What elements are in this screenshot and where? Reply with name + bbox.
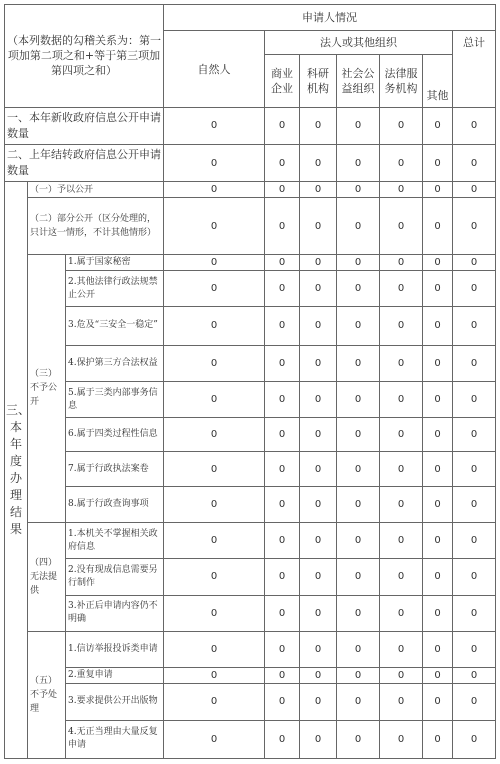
cell-value: 0 — [164, 254, 265, 270]
item-unclear-request: 3.补正后申请内容仍不明确 — [66, 595, 164, 631]
category-cannot-provide-label: （四）无法提供 — [28, 523, 66, 632]
item-needs-creation: 2.没有现成信息需要另行制作 — [66, 559, 164, 595]
row-carried-over-label: 二、上年结转政府信息公开申请数量 — [5, 145, 164, 182]
item-excessive-requests: 4.无正当理由大量反复申请 — [66, 720, 164, 758]
cell-value: 0 — [337, 307, 380, 345]
row-partial-open-label: （二）部分公开（区分处理的，只计这一情形，不计其他情形） — [28, 198, 164, 254]
cell-value: 0 — [380, 486, 423, 522]
disclosure-statistics-table — [4, 4, 496, 759]
cell-value: 0 — [164, 559, 265, 595]
cell-value: 0 — [380, 198, 423, 254]
cell-value: 0 — [423, 668, 453, 684]
item-publications: 3.要求提供公开出版物 — [66, 684, 164, 720]
cell-value: 0 — [337, 559, 380, 595]
cell-value: 0 — [164, 486, 265, 522]
cell-value: 0 — [453, 381, 496, 417]
cell-value: 0 — [164, 307, 265, 345]
cell-value: 0 — [453, 271, 496, 307]
cell-value: 0 — [380, 523, 423, 559]
cell-value: 0 — [300, 145, 337, 182]
cell-value: 0 — [453, 486, 496, 522]
row-new-applications-label: 一、本年新收政府信息公开申请数量 — [5, 107, 164, 144]
cell-value: 0 — [380, 107, 423, 144]
cell-value: 0 — [423, 523, 453, 559]
cell-value: 0 — [300, 523, 337, 559]
cell-value: 0 — [453, 631, 496, 667]
cell-value: 0 — [337, 523, 380, 559]
header-legal-entity: 法人或其他组织 — [265, 31, 453, 55]
cell-value: 0 — [453, 523, 496, 559]
cell-value: 0 — [453, 418, 496, 452]
item-enforcement-files: 7.属于行政执法案卷 — [66, 452, 164, 486]
cell-value: 0 — [453, 182, 496, 198]
cell-value: 0 — [453, 307, 496, 345]
cell-value: 0 — [453, 595, 496, 631]
cell-value: 0 — [423, 486, 453, 522]
cell-value: 0 — [300, 271, 337, 307]
cell-value: 0 — [265, 271, 300, 307]
cell-value: 0 — [164, 668, 265, 684]
cell-value: 0 — [300, 107, 337, 144]
cell-value: 0 — [265, 381, 300, 417]
cell-value: 0 — [337, 254, 380, 270]
item-security-stability: 3.危及“三安全一稳定” — [66, 307, 164, 345]
item-process-info: 6.属于四类过程性信息 — [66, 418, 164, 452]
cell-value: 0 — [453, 198, 496, 254]
cell-value: 0 — [337, 595, 380, 631]
cell-value: 0 — [380, 254, 423, 270]
cell-value: 0 — [337, 182, 380, 198]
header-legal-service: 法律服务机构 — [380, 55, 423, 107]
cell-value: 0 — [300, 684, 337, 720]
cell-value: 0 — [300, 254, 337, 270]
cell-value: 0 — [453, 684, 496, 720]
item-third-party-rights: 4.保护第三方合法权益 — [66, 345, 164, 381]
cell-value: 0 — [380, 381, 423, 417]
header-total: 总计 — [453, 31, 496, 108]
cell-value: 0 — [265, 684, 300, 720]
cell-value: 0 — [265, 559, 300, 595]
item-admin-query: 8.属于行政查询事项 — [66, 486, 164, 522]
cell-value: 0 — [300, 595, 337, 631]
cell-value: 0 — [164, 631, 265, 667]
header-business: 商业企业 — [265, 55, 300, 107]
cell-value: 0 — [423, 182, 453, 198]
cell-value: 0 — [337, 145, 380, 182]
cell-value: 0 — [164, 595, 265, 631]
cell-value: 0 — [337, 345, 380, 381]
cell-value: 0 — [164, 418, 265, 452]
cell-value: 0 — [337, 486, 380, 522]
cell-value: 0 — [453, 452, 496, 486]
cell-value: 0 — [300, 559, 337, 595]
cell-value: 0 — [423, 720, 453, 758]
cell-value: 0 — [265, 107, 300, 144]
cell-value: 0 — [300, 198, 337, 254]
cell-value: 0 — [265, 345, 300, 381]
cell-value: 0 — [380, 559, 423, 595]
cell-value: 0 — [164, 107, 265, 144]
cell-value: 0 — [423, 381, 453, 417]
category-not-processed-label: （五）不予处理 — [28, 631, 66, 758]
header-applicant: 申请人情况 — [164, 5, 496, 31]
cell-value: 0 — [265, 720, 300, 758]
cell-value: 0 — [453, 668, 496, 684]
cell-value: 0 — [337, 668, 380, 684]
cell-value: 0 — [300, 381, 337, 417]
cell-value: 0 — [337, 271, 380, 307]
cell-value: 0 — [337, 452, 380, 486]
item-state-secret: 1.属于国家秘密 — [66, 254, 164, 270]
cell-value: 0 — [300, 452, 337, 486]
cell-value: 0 — [423, 452, 453, 486]
header-note: （本列数据的勾稽关系为：第一项加第二项之和+等于第三项加第四项之和） — [5, 5, 164, 108]
cell-value: 0 — [300, 182, 337, 198]
cell-value: 0 — [423, 595, 453, 631]
item-law-prohibited: 2.其他法律行政法规禁止公开 — [66, 271, 164, 307]
cell-value: 0 — [423, 198, 453, 254]
category-not-disclosed-label: （三）不予公开 — [28, 254, 66, 522]
cell-value: 0 — [265, 145, 300, 182]
cell-value: 0 — [337, 720, 380, 758]
section-processing-results-label: 三、本年度办理结果 — [5, 182, 28, 759]
header-natural-person: 自然人 — [164, 31, 265, 108]
cell-value: 0 — [423, 418, 453, 452]
cell-value: 0 — [380, 271, 423, 307]
cell-value: 0 — [164, 198, 265, 254]
header-public-welfare: 社会公益组织 — [337, 55, 380, 107]
cell-value: 0 — [265, 452, 300, 486]
cell-value: 0 — [265, 668, 300, 684]
cell-value: 0 — [164, 182, 265, 198]
cell-value: 0 — [337, 684, 380, 720]
cell-value: 0 — [453, 145, 496, 182]
cell-value: 0 — [453, 107, 496, 144]
cell-value: 0 — [164, 381, 265, 417]
cell-value: 0 — [423, 631, 453, 667]
cell-value: 0 — [380, 684, 423, 720]
cell-value: 0 — [265, 418, 300, 452]
cell-value: 0 — [265, 198, 300, 254]
cell-value: 0 — [265, 254, 300, 270]
cell-value: 0 — [337, 631, 380, 667]
cell-value: 0 — [380, 452, 423, 486]
cell-value: 0 — [300, 418, 337, 452]
cell-value: 0 — [265, 523, 300, 559]
cell-value: 0 — [337, 418, 380, 452]
cell-value: 0 — [380, 668, 423, 684]
cell-value: 0 — [300, 345, 337, 381]
cell-value: 0 — [300, 668, 337, 684]
cell-value: 0 — [380, 418, 423, 452]
item-repeat-request: 2.重复申请 — [66, 668, 164, 684]
cell-value: 0 — [164, 271, 265, 307]
cell-value: 0 — [423, 307, 453, 345]
cell-value: 0 — [265, 631, 300, 667]
cell-value: 0 — [423, 559, 453, 595]
cell-value: 0 — [300, 307, 337, 345]
cell-value: 0 — [164, 345, 265, 381]
cell-value: 0 — [300, 720, 337, 758]
cell-value: 0 — [265, 595, 300, 631]
cell-value: 0 — [423, 254, 453, 270]
cell-value: 0 — [265, 182, 300, 198]
cell-value: 0 — [265, 486, 300, 522]
cell-value: 0 — [164, 523, 265, 559]
cell-value: 0 — [164, 684, 265, 720]
cell-value: 0 — [300, 486, 337, 522]
item-petition: 1.信访举报投诉类申请 — [66, 631, 164, 667]
cell-value: 0 — [300, 631, 337, 667]
cell-value: 0 — [337, 381, 380, 417]
row-open-label: （一）予以公开 — [28, 182, 164, 198]
header-other: 其他 — [423, 55, 453, 107]
cell-value: 0 — [380, 631, 423, 667]
cell-value: 0 — [423, 145, 453, 182]
cell-value: 0 — [453, 254, 496, 270]
cell-value: 0 — [265, 307, 300, 345]
cell-value: 0 — [423, 345, 453, 381]
header-research: 科研机构 — [300, 55, 337, 107]
item-internal-affairs: 5.属于三类内部事务信息 — [66, 381, 164, 417]
cell-value: 0 — [380, 595, 423, 631]
cell-value: 0 — [337, 107, 380, 144]
cell-value: 0 — [164, 145, 265, 182]
cell-value: 0 — [380, 307, 423, 345]
cell-value: 0 — [453, 345, 496, 381]
cell-value: 0 — [164, 452, 265, 486]
cell-value: 0 — [380, 182, 423, 198]
item-not-held: 1.本机关不掌握相关政府信息 — [66, 523, 164, 559]
cell-value: 0 — [453, 720, 496, 758]
cell-value: 0 — [380, 145, 423, 182]
cell-value: 0 — [453, 559, 496, 595]
cell-value: 0 — [380, 345, 423, 381]
cell-value: 0 — [423, 684, 453, 720]
cell-value: 0 — [380, 720, 423, 758]
cell-value: 0 — [337, 198, 380, 254]
cell-value: 0 — [423, 107, 453, 144]
cell-value: 0 — [423, 271, 453, 307]
cell-value: 0 — [164, 720, 265, 758]
